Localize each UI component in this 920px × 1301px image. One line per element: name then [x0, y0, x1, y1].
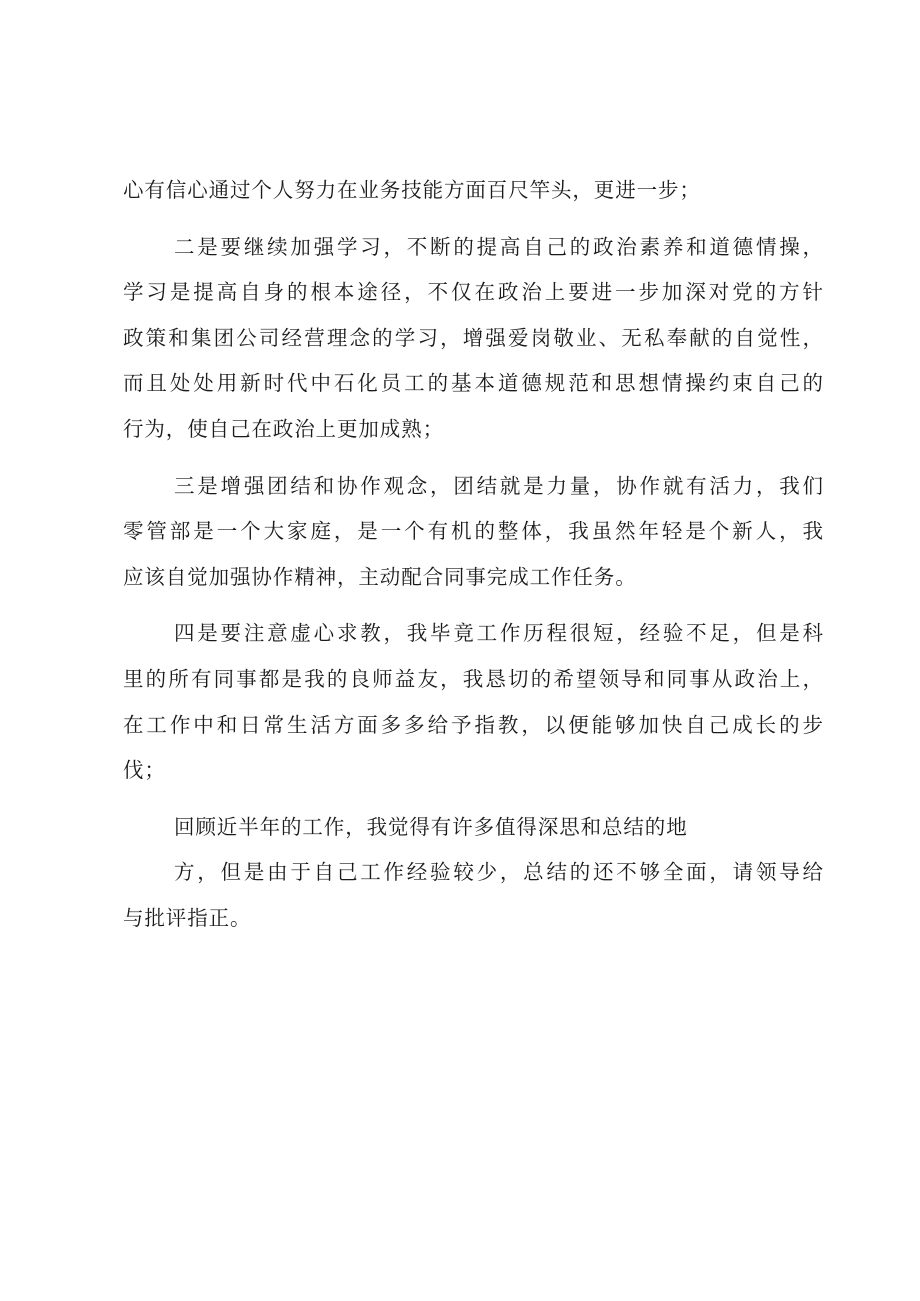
paragraph-6: [123, 850, 823, 941]
paragraph-4: [123, 611, 823, 793]
text-line: 回顾近半年的工作，我觉得有许多值得深思和总结的地: [174, 814, 688, 839]
text-line: 行为，使自己在政治上更加成熟；: [123, 416, 444, 441]
document-body: [123, 168, 823, 942]
text-line: 政策和集团公司经营理念的学习，增强爱岗敬业、无私奉献的自觉性，: [123, 325, 823, 350]
text-line: 三是增强团结和协作观念，团结就是力量，协作就有活力，我们: [174, 473, 823, 498]
text-line: 心有信心通过个人努力在业务技能方面百尺竿头，更进一步；: [123, 178, 701, 202]
text-line: 零管部是一个大家庭，是一个有机的整体，我虽然年轻是个新人，我: [123, 519, 823, 544]
text-line: 伐；: [123, 758, 166, 783]
text-line: 里的所有同事都是我的良师益友，我恳切的希望领导和同事从政治上，: [123, 666, 823, 691]
text-line: 四是要注意虚心求教，我毕竟工作历程很短，经验不足，但是科: [174, 621, 823, 646]
paragraph-3: [123, 464, 823, 601]
text-line: 在工作中和日常生活方面多多给予指教，以便能够加快自己成长的步: [123, 712, 823, 737]
text-line: 而且处处用新时代中石化员工的基本道德规范和思想情操约束自己的: [123, 371, 823, 396]
text-line: 二是要继续加强学习，不断的提高自己的政治素养和道德情操，: [174, 234, 823, 259]
text-line: 应该自觉加强协作精神，主动配合同事完成工作任务。: [123, 564, 637, 589]
paragraph-2: [123, 225, 823, 453]
text-line: 与批评指正。: [123, 905, 252, 930]
text-line: 学习是提高自身的根本途径，不仅在政治上要进一步加深对党的方针: [123, 280, 823, 305]
text-line: 方，但是由于自己工作经验较少，总结的还不够全面，请领导给: [174, 860, 823, 885]
paragraph-1: [123, 168, 823, 214]
paragraph-5: [123, 805, 823, 851]
